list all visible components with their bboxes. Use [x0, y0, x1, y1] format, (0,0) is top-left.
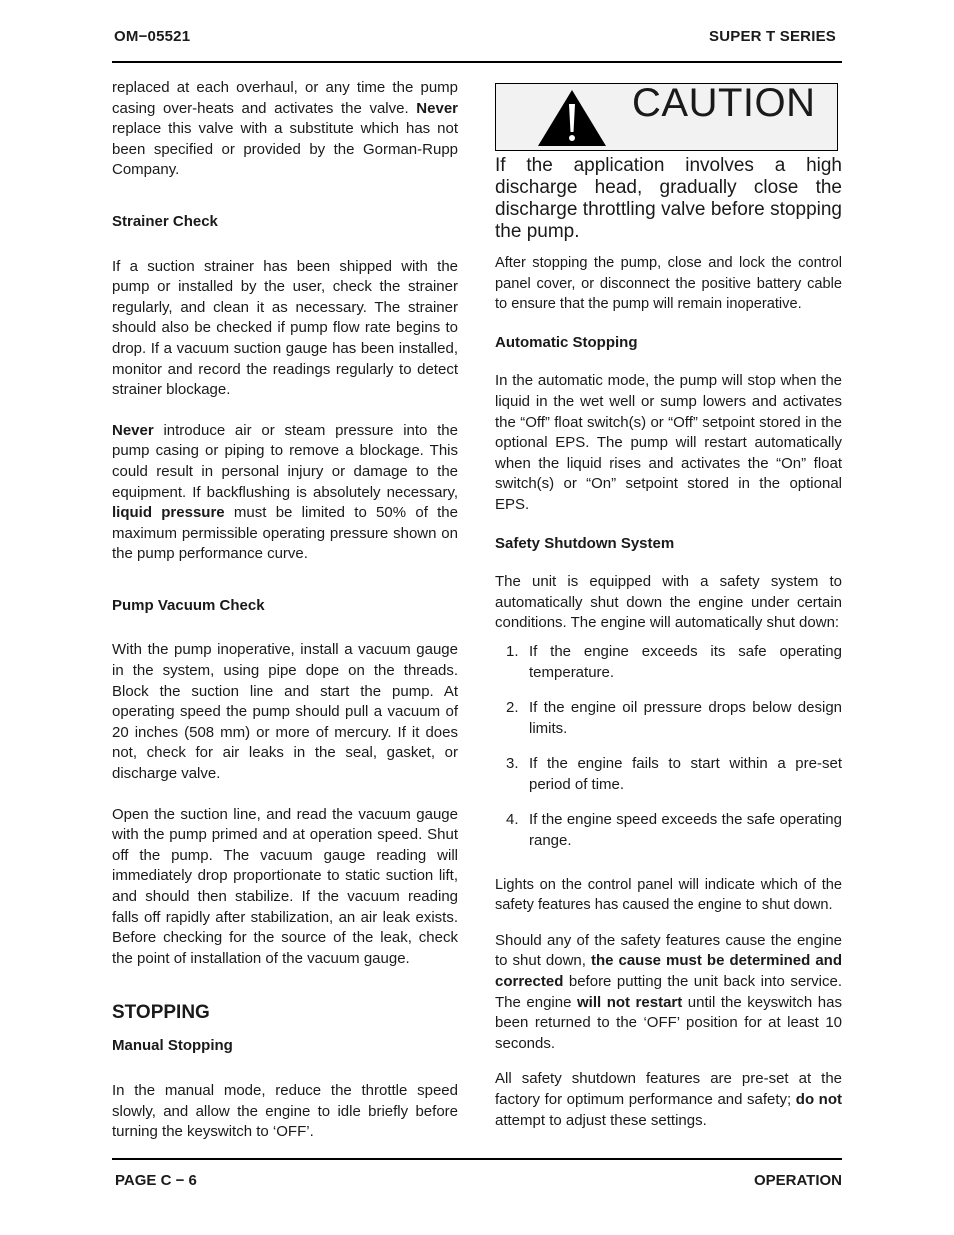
preset-features-paragraph: All safety shutdown features are pre-set at the factory for optimum performance and safety; do not attempt to adjust these settings.	[495, 1070, 842, 1129]
after-stopping-paragraph: After stopping the pump, close and lock the control panel cover, or disconnect the positive battery cable to ensure that the pump will remain inoperative.	[495, 255, 842, 313]
manual-stopping-paragraph: In the manual mode, reduce the throttle speed slowly, and allow the engine to idle briefly before turning the keyswitch to ‘OFF’.	[112, 1081, 458, 1141]
manual-stopping-heading: Manual Stopping	[112, 1037, 233, 1055]
safety-shutdown-heading: Safety Shutdown System	[495, 534, 675, 552]
vacuum-paragraph-2: Open the suction line, and read the vacuum gauge with the pump primed and at operation speed. Shut off the pump. The vacuum gauge reading will immediately drop proportionate to static suction lift, and should then stabilize. If the vacuum reading falls off rapidly after stabilization, an air leak exists. Before checking for the source of the leak, check the point of installation of the vacuum gauge.	[112, 805, 458, 967]
strainer-check-heading: Strainer Check	[112, 212, 218, 230]
warning-triangle-icon	[536, 88, 608, 148]
never-paragraph: Never introduce air or steam pressure into the pump casing or piping to remove a blockage. This could result in personal injury or damage to the equipment. If backflushing is absolutely necessary, liquid pressure must be limited to 50% of the maximum permissible operating pressure shown on the pump performance curve.	[112, 421, 458, 563]
automatic-stopping-heading: Automatic Stopping	[495, 333, 638, 351]
safety-shutdown-paragraph: The unit is equipped with a safety system to automatically shut down the engine under certain conditions. The engine will automatically shut down:	[495, 573, 842, 632]
left-column	[112, 78, 458, 1143]
automatic-stopping-paragraph: In the automatic mode, the pump will stop when the liquid in the wet well or sump lowers and activates the “Off” float switch(s) or “Off” setpoint stored in the optional EPS. The pump will restart automatically when the liquid rises and activates the “On” float switch(s) or “On” setpoint stored in the optional EPS.	[495, 372, 842, 513]
lights-paragraph: Lights on the control panel will indicate which of the safety features has caused the engine to shut down.	[495, 876, 842, 914]
list-item: 1. If the engine exceeds its safe operating temperature.	[506, 642, 842, 681]
list-item: 4. If the engine speed exceeds the safe operating range.	[506, 811, 842, 850]
pump-vacuum-check-heading: Pump Vacuum Check	[112, 596, 265, 614]
strainer-paragraph: If a suction strainer has been shipped with the pump or installed by the user, check the strainer regularly, and clean it as necessary. The strainer should also be checked if pump flow rate begins to drop. If a vacuum suction gauge has been installed, monitor and record the readings regularly to detect strainer blockage.	[112, 257, 458, 399]
caution-banner	[495, 83, 838, 151]
intro-paragraph: replaced at each overhaul, or any time the pump casing over-heats and activates the valve. Never replace this valve with a substitute which has not been specified or provided by the Gorman-Rupp Company.	[112, 79, 458, 179]
caution-message: If the application involves a high discharge head, gradually close the discharge throttling valve before stopping the pump.	[495, 155, 842, 242]
should-any-paragraph: Should any of the safety features cause the engine to shut down, the cause must be determined and corrected before putting the unit back into service. The engine will not restart until the keyswitch has been returned to the ‘OFF’ position for at least 10 seconds.	[495, 931, 842, 1052]
section-name: OPERATION	[753, 1172, 842, 1189]
right-column	[495, 78, 842, 1131]
list-item: 2. If the engine oil pressure drops below design limits.	[506, 699, 842, 737]
series-title: SUPER T SERIES	[709, 28, 836, 45]
page-number: PAGE C − 6	[115, 1172, 197, 1189]
header-rule	[112, 61, 842, 63]
document-number: OM−05521	[114, 28, 191, 45]
list-item: 3. If the engine fails to start within a pre-set period of time.	[506, 755, 842, 793]
caution-label: CAUTION	[632, 81, 816, 125]
vacuum-paragraph-1: With the pump inoperative, install a vacuum gauge in the system, using pipe dope on the threads. Block the suction line and start the pump. At operating speed the pump should pull a vacuum of 20 inches (508 mm) or more of mercury. If it does not, check for air leaks in the seal, gasket, or discharge valve.	[112, 641, 458, 783]
shutdown-conditions-list	[495, 642, 842, 852]
footer-rule	[112, 1158, 842, 1160]
stopping-heading: STOPPING	[112, 1002, 210, 1024]
